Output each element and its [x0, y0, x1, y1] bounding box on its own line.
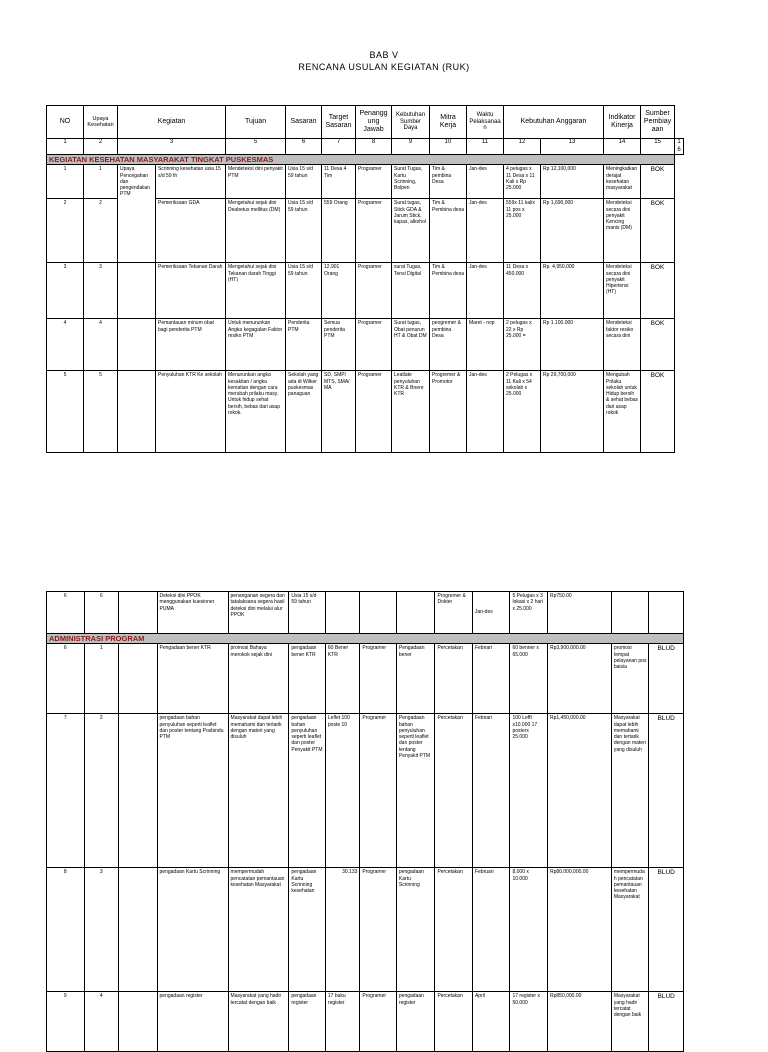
cell-mitra: Percetakan	[435, 644, 473, 714]
cell-target: 17 buku register	[325, 992, 359, 1052]
col-num: 16	[675, 139, 684, 155]
cell-number: 1	[84, 165, 118, 199]
cell-empty	[119, 644, 158, 714]
header-anggaran: Kebutuhan Anggaran	[504, 106, 604, 139]
cell-no: 1	[47, 165, 84, 199]
cell-rincian: 2 Pelugas x 11 Kali x 54 sekolah x 25.000	[504, 371, 541, 453]
cell-no: 6	[47, 644, 85, 714]
cell-indikator: Masyarakat yang hadir tercatat dengan baik	[611, 992, 649, 1052]
cell-number: 6	[84, 592, 118, 634]
cell-sasaran: pengadaan bener KTR	[289, 644, 326, 714]
col-num: 14	[604, 139, 641, 155]
cell-no: 7	[47, 714, 85, 868]
header-sasaran: Sasaran	[286, 106, 322, 139]
table-row	[47, 714, 684, 868]
ruk-table-part1	[46, 105, 684, 453]
cell-number: 4	[84, 319, 118, 371]
cell-waktu: Jan-des	[472, 592, 510, 634]
table-row	[47, 868, 684, 992]
cell-pj: Programer	[356, 263, 392, 319]
cell-number: 5	[84, 371, 118, 453]
cell-anggaran: Rp. 4,950,000	[541, 263, 604, 319]
col-num: 2	[84, 139, 118, 155]
cell-sumber: BOK	[641, 263, 675, 319]
cell-rincian: 559x 11 kalix 11 pos x 25.000	[504, 199, 541, 263]
table-row	[47, 592, 684, 634]
cell-rincian: 2 pelugas x 22 x Rp 25.000 =	[504, 319, 541, 371]
table-row	[47, 992, 684, 1052]
cell-no: 4	[47, 319, 84, 371]
cell-empty	[360, 592, 397, 634]
col-num: 10	[430, 139, 467, 155]
cell-pj: Programer	[356, 165, 392, 199]
cell-sumber-daya: Surat tugas, Stick GDA & Jarum Stick, kapas, alkohol	[392, 199, 430, 263]
cell-mitra: Progremer & Dokter	[435, 592, 473, 634]
chapter-title: BAB V	[369, 50, 399, 60]
cell-pj: Programer	[356, 371, 392, 453]
cell-sasaran: Usia 15 s/d 59 tahun	[289, 592, 326, 634]
cell-sumber-daya: Surat tugas, Obat penurun HT & Obat DM	[392, 319, 430, 371]
cell-empty	[119, 592, 158, 634]
table-row	[47, 644, 684, 714]
col-num: 13	[541, 139, 604, 155]
cell-number: 1	[84, 644, 118, 714]
table-row	[47, 371, 684, 453]
header-no: NO	[47, 106, 84, 139]
header-indikator: Indikator Kinerja	[604, 106, 641, 139]
cell-target: 12,901 Orang	[322, 263, 356, 319]
cell-waktu: April	[472, 992, 510, 1052]
cell-mitra: Percetakan	[435, 992, 473, 1052]
cell-sumber: BLUD	[649, 714, 684, 868]
cell-number: 4	[84, 992, 118, 1052]
cell-kegiatan: Scrinning kesehatan usia 15 s/d 59 th	[156, 165, 226, 199]
cell-tujuan: Mendeteksi dini penyakit PTM	[226, 165, 286, 199]
cell-sumber: BLUD	[649, 992, 684, 1052]
cell-waktu: Jan-des	[467, 263, 504, 319]
table-row	[47, 165, 684, 199]
cell-mitra: Percetakan	[435, 714, 473, 868]
cell-no: 3	[47, 263, 84, 319]
cell-kegiatan: pengadaan register	[157, 992, 228, 1052]
cell-empty	[119, 992, 158, 1052]
cell-waktu: Febnari	[472, 714, 510, 868]
cell-empty	[118, 371, 156, 453]
col-num: 9	[392, 139, 430, 155]
cell-rincian: 8,000 x 10.000	[510, 868, 548, 992]
header-kegiatan: Kegiatan	[118, 106, 226, 139]
cell-anggaran: Rp750.00	[547, 592, 611, 634]
cell-indikator: Mendeteksi secara dini penyakit Hipertensi (HT)	[604, 263, 641, 319]
cell-kegiatan: Penyuluhan KTR Ke sekolah	[156, 371, 226, 453]
cell-sumber: BOK	[641, 199, 675, 263]
cell-kegiatan: Pemeriksaan Tekanan Darah	[156, 263, 226, 319]
column-number-row	[47, 139, 684, 155]
col-num: 7	[322, 139, 356, 155]
cell-tujuan: mempermudah pencatatan pemantauan kesehatan Masyarakat	[228, 868, 289, 992]
cell-anggaran: Rp 1,690,000	[541, 199, 604, 263]
cell-rincian: 100 Lefft x10.000 17 posterx 25.000	[510, 714, 548, 868]
cell-indikator: Mendeteksi secara dini penyakit Kencing manis (DM)	[604, 199, 641, 263]
cell-sumber-daya: surat Tugas, Tensi Digital	[392, 263, 430, 319]
cell-pj: Programer	[360, 714, 397, 868]
col-num: 5	[226, 139, 286, 155]
cell-target: 60 Bener KTR	[325, 644, 359, 714]
cell-anggaran: Rp850,000.00	[547, 992, 611, 1052]
cell-rincian: 17 register x 50.000	[510, 992, 548, 1052]
cell-sumber: BLUD	[649, 868, 684, 992]
cell-sumber-daya: pengadaan register	[396, 992, 435, 1052]
header-mitra: Mitra Kerja	[430, 106, 467, 139]
cell-tujuan: penanganan segera dan tatalaksana segera hasil deteksi dini melalui alur PPOK	[228, 592, 289, 634]
cell-target: SD, SMP/ MTS, SMA/ MA	[322, 371, 356, 453]
col-num: 15	[641, 139, 675, 155]
cell-kegiatan: Pengadaan bener KTR	[157, 644, 228, 714]
cell-sasaran: Usia 15 s/d 59 tahun	[286, 263, 322, 319]
cell-sasaran: Sekolah yang ada di Wilker puskesmas panaguan	[286, 371, 322, 453]
document-title: RENCANA USULAN KEGIATAN (RUK)	[298, 62, 470, 72]
cell-kegiatan: Pemantauan minum obat bagi penderita PTM	[156, 319, 226, 371]
cell-waktu: Februari	[472, 868, 510, 992]
cell-empty	[325, 592, 359, 634]
cell-empty	[396, 592, 435, 634]
cell-indikator: Mendeteksi faktor resiko secara dini	[604, 319, 641, 371]
cell-sumber: BLUD	[649, 644, 684, 714]
cell-mitra: Tim & Pembina desa	[430, 199, 467, 263]
cell-target: Leflet 100 poste 10	[325, 714, 359, 868]
cell-sasaran: pengadaan Kartu Scrinning kesehatan	[289, 868, 326, 992]
cell-no: 2	[47, 199, 84, 263]
cell-kegiatan: Deteksi dini PPOK menggunakan kuesioner PUMA	[157, 592, 228, 634]
cell-tujuan: Mengetahui sejak dini Deabetus mellitus (DM)	[226, 199, 286, 263]
cell-sasaran: Usia 15 s/d 59 tahun	[286, 165, 322, 199]
cell-empty	[119, 868, 158, 992]
cell-target: 30.133	[325, 868, 359, 992]
cell-indikator: promosi tempat pelayanan pos baisia	[611, 644, 649, 714]
table-row	[47, 319, 684, 371]
cell-tujuan: Masyarakat dapat lebih memahami dan tertarik dengan materi yang disuluh	[228, 714, 289, 868]
col-num: 8	[356, 139, 392, 155]
cell-waktu: Jan-des	[467, 165, 504, 199]
cell-mitra: Tim & pembina Desa	[430, 165, 467, 199]
col-num: 6	[286, 139, 322, 155]
cell-mitra: Percetakan	[435, 868, 473, 992]
cell-waktu: Febnari	[472, 644, 510, 714]
cell-tujuan: Menurunkan angka kesakitan / angka kematian dengan cara merubah prilaku masy. Untuk hidup sehat bersih, bebas dari asap rokok.	[226, 371, 286, 453]
cell-target: 11 Desa 4 Tim	[322, 165, 356, 199]
cell-sumber-daya: Pengadaan bahan penyuluhan seperti leaflet dan poster tentang Penyakit PTM	[396, 714, 435, 868]
cell-sumber: BOK	[641, 319, 675, 371]
col-num: 11	[467, 139, 504, 155]
header-tujuan: Tujuan	[226, 106, 286, 139]
cell-indikator: Mengubah Prilaku sekolah untuk Hidup bersih & sehat bebas dari asap rokok	[604, 371, 641, 453]
cell-rincian: 60 benner x 65.000	[510, 644, 548, 714]
section-header-row	[47, 155, 684, 165]
cell-target: 559 Orang	[322, 199, 356, 263]
cell-sumber-daya: pengadaan Kartu Scrinning	[396, 868, 435, 992]
cell-empty	[649, 592, 684, 634]
cell-number: 3	[84, 263, 118, 319]
cell-no: 9	[47, 992, 85, 1052]
cell-empty	[119, 714, 158, 868]
cell-empty	[118, 319, 156, 371]
header-sumber: Sumber Pembiayaan	[641, 106, 675, 139]
cell-kegiatan: pengadaan Kartu Scrinning	[157, 868, 228, 992]
section-title: KEGIATAN KESEHATAN MASYARAKAT TINGKAT PUSKESMAS	[47, 155, 675, 165]
header-row	[47, 106, 684, 139]
cell-no: 5	[47, 371, 84, 453]
cell-sumber: BOK	[641, 371, 675, 453]
cell-kegiatan: Pemeriksaan GDA	[156, 199, 226, 263]
cell-rincian: 11 Desa x 450.000	[504, 263, 541, 319]
cell-pj: Programer	[360, 644, 397, 714]
section-title: ADMINISTRASI PROGRAM	[47, 634, 684, 644]
cell-indikator: mempermudah pencatatan pemantauan kesehatan Masyarakat	[611, 868, 649, 992]
cell-rincian: 4 pelugas x 11 Desa x 11 Kali x Rp 25.000	[504, 165, 541, 199]
header-upaya: Upaya Kesehatan	[84, 106, 118, 139]
cell-tujuan: promosi Bahaya merokok sejak dini	[228, 644, 289, 714]
cell-pj: Programer	[356, 319, 392, 371]
header-sumber-daya: Kebutuhan Sumber Daya	[392, 106, 430, 139]
cell-mitra: Progremer & Promotor	[430, 371, 467, 453]
cell-anggaran: Rp 1.100.000	[541, 319, 604, 371]
cell-target: Semua penderita PTM	[322, 319, 356, 371]
cell-number: 2	[84, 714, 118, 868]
cell-anggaran: Rp80,000,000.00	[547, 868, 611, 992]
cell-indikator: Meningkatkan derajat kesehatan masyarakat	[604, 165, 641, 199]
cell-anggaran: Rp1,450,000.00	[547, 714, 611, 868]
col-num: 3	[118, 139, 226, 155]
cell-rincian: 5 Pelugas x 3 lokasi x 2 hari x 25.000	[510, 592, 548, 634]
header-target: Target Sasaran	[322, 106, 356, 139]
cell-kegiatan: pengadaan bahan penyuluhan seperti leaflet dan poster tentang Posbindu PTM	[157, 714, 228, 868]
cell-sumber-daya: Pengadaan bener	[396, 644, 435, 714]
cell-number: 3	[84, 868, 118, 992]
cell-sumber-daya: Leatlate penyuluhan KTR & Bnere KTR	[392, 371, 430, 453]
ruk-table-part2	[46, 591, 684, 1052]
cell-pj: Programer	[356, 199, 392, 263]
cell-no: 8	[47, 868, 85, 992]
cell-waktu: Jan-des	[467, 199, 504, 263]
cell-sumber-daya: Surat Tugas, Kartu Scrinning, Bolpen	[392, 165, 430, 199]
col-num: 12	[504, 139, 541, 155]
cell-mitra: peogremer & pembina Desa	[430, 319, 467, 371]
cell-sasaran: Usia 15 s/d 59 tahun	[286, 199, 322, 263]
cell-sasaran: pengadaan bahan penyuluhan seperti leaflet dan poster Penyakit PTM	[289, 714, 326, 868]
cell-tujuan: Mengetahui sejak dini Tekanan darah Tinggi (HT)	[226, 263, 286, 319]
header-waktu: Waktu Pelaksanaan	[467, 106, 504, 139]
cell-waktu: Maret - nop	[467, 319, 504, 371]
cell-waktu: Jan-des	[467, 371, 504, 453]
cell-indikator: Masyarakat dapat lebih memahami dan tertarik dengan materi yang disuluh	[611, 714, 649, 868]
table-row	[47, 263, 684, 319]
cell-number: 2	[84, 199, 118, 263]
cell-anggaran: Rp 12,100,000	[541, 165, 604, 199]
cell-tujuan: Untuk menurunkan Angka kegagalan Faktor resiko PTM	[226, 319, 286, 371]
cell-anggaran: Rp3,900,000.00	[547, 644, 611, 714]
cell-anggaran: Rp 29,700,000	[541, 371, 604, 453]
cell-sasaran: Penderita PTM	[286, 319, 322, 371]
cell-pj: Programer	[360, 868, 397, 992]
cell-mitra: Tim & Pembina desa	[430, 263, 467, 319]
cell-no: 6	[47, 592, 85, 634]
cell-sumber: BOK	[641, 165, 675, 199]
cell-empty	[611, 592, 649, 634]
cell-tujuan: Masyarakat yang hadir tercatat dengan baik	[228, 992, 289, 1052]
col-num: 1	[47, 139, 84, 155]
cell-empty	[118, 263, 156, 319]
cell-sasaran: pengadaan register	[289, 992, 326, 1052]
cell-pj: Programer	[360, 992, 397, 1052]
section-header-row	[47, 634, 684, 644]
header-penanggung-jawab: Penanggung Jawab	[356, 106, 392, 139]
cell-upaya: Upaya Pencegahan dan pengendalian PTM	[118, 165, 156, 263]
